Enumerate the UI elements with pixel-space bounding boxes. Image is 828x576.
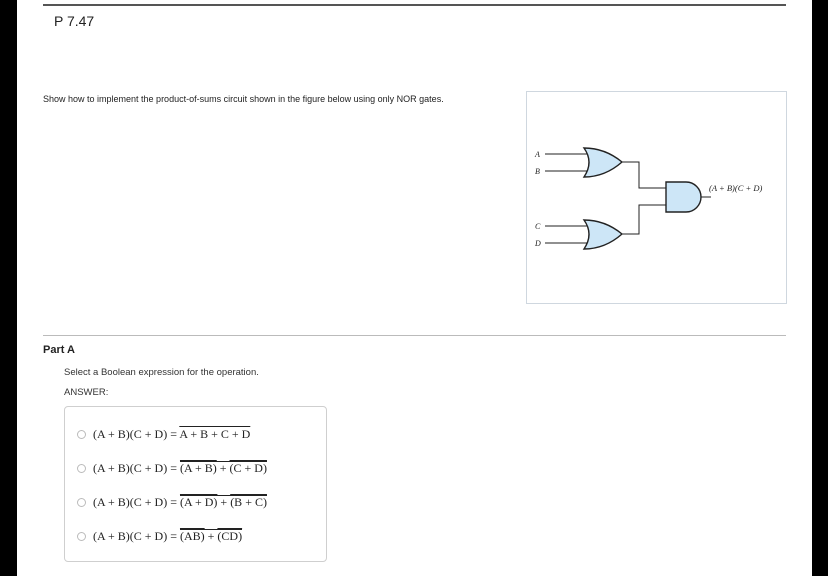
- option-expression: [93, 529, 242, 544]
- circuit-figure: [526, 91, 787, 304]
- option-expression: [93, 495, 267, 510]
- radio-button[interactable]: [77, 464, 86, 473]
- input-label-a: A: [535, 150, 540, 159]
- circuit-diagram: [527, 92, 786, 303]
- option-expression: [93, 427, 250, 442]
- option-operator: +: [204, 528, 218, 543]
- option-operator: +: [217, 494, 231, 509]
- option-rhs: A + B + C + D: [179, 426, 251, 441]
- wire-or2-out: [622, 205, 666, 234]
- option-rhs: [180, 461, 267, 475]
- option-term-1: (A + D): [179, 494, 218, 509]
- and-gate: [666, 182, 701, 212]
- radio-button[interactable]: [77, 430, 86, 439]
- option-term-2: (C + D): [229, 460, 267, 475]
- radio-button[interactable]: [77, 498, 86, 507]
- option-lhs: (A + B)(C + D) =: [93, 528, 180, 543]
- option-lhs: (A + B)(C + D) =: [93, 460, 180, 475]
- option-rhs: [180, 529, 242, 543]
- page: [17, 0, 812, 576]
- part-a-title: Part A: [43, 344, 75, 356]
- output-label: (A + B)(C + D): [709, 183, 763, 193]
- option-lhs: (A + B)(C + D) =: [93, 494, 180, 509]
- answer-label: ANSWER:: [64, 387, 109, 398]
- question-text: Show how to implement the product-of-sums circuit shown in the figure below using only NOR gates.: [43, 94, 444, 104]
- or-gate-2: [584, 220, 622, 249]
- option-term-2: (CD): [217, 528, 243, 543]
- answer-option-2[interactable]: [77, 458, 267, 478]
- option-lhs: (A + B)(C + D) =: [93, 426, 180, 441]
- answer-options-box: [64, 406, 327, 562]
- or-gate-1: [584, 148, 622, 177]
- option-expression: [93, 461, 267, 476]
- input-label-b: B: [535, 167, 540, 176]
- answer-option-4[interactable]: [77, 526, 242, 546]
- option-operator: +: [216, 460, 230, 475]
- section-divider: [43, 335, 786, 336]
- option-term-2: (B + C): [230, 494, 267, 509]
- answer-option-1[interactable]: [77, 424, 250, 444]
- input-label-c: C: [535, 222, 541, 231]
- answer-option-3[interactable]: [77, 492, 267, 512]
- wire-or1-out: [622, 162, 666, 188]
- problem-number: P 7.47: [54, 13, 95, 29]
- option-term-1: (A + B): [179, 460, 217, 475]
- input-label-d: D: [535, 239, 541, 248]
- instruction-text: Select a Boolean expression for the operation.: [64, 367, 259, 378]
- radio-button[interactable]: [77, 532, 86, 541]
- option-rhs: [180, 495, 267, 509]
- top-rule: [43, 4, 786, 6]
- option-term-1: (AB): [179, 528, 205, 543]
